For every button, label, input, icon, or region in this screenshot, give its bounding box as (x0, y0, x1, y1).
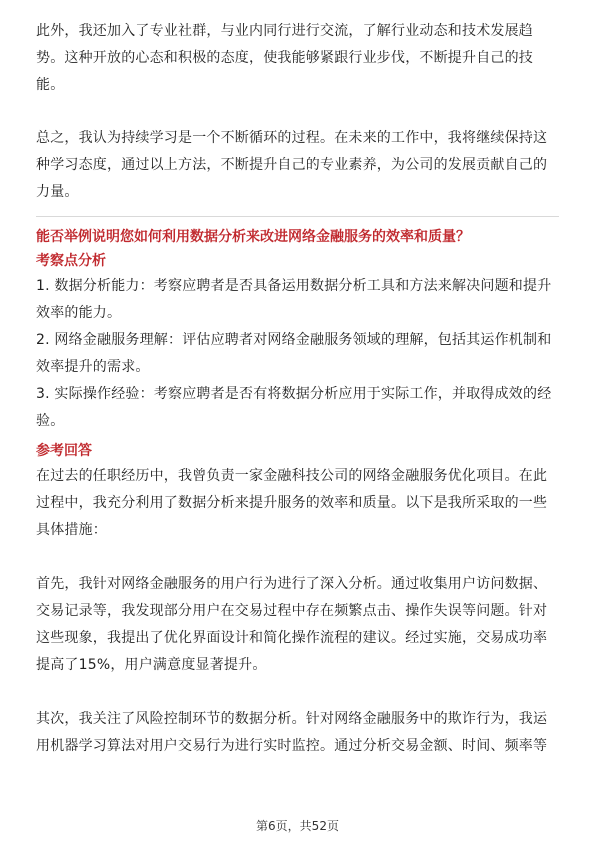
analysis-item-2: 2. 网络金融服务理解：评估应聘者对网络金融服务领域的理解，包括其运作机制和效率提升的需求。 (36, 332, 552, 375)
analysis-item-3: 3. 实际操作经验：考察应聘者是否有将数据分析应用于实际工作，并取得成效的经验。 (36, 386, 552, 429)
intro-paragraph-2: 总之，我认为持续学习是一个不断循环的过程。在未来的工作中，我将继续保持这种学习态度，通过以上方法，不断提升自己的专业素养，为公司的发展贡献自己的力量。 (36, 130, 548, 200)
reference-paragraph-2: 首先，我针对网络金融服务的用户行为进行了深入分析。通过收集用户访问数据、交易记录等，我发现部分用户在交易过程中存在频繁点击、操作失误等问题。针对这些现象，我提出了优化界面设计和简化操作流程的建议。经过实施，交易成功率提高了15%，用户满意度显著提升。 (36, 576, 548, 673)
question-heading: 能否举例说明您如何利用数据分析来改进网络金融服务的效率和质量？ (36, 229, 470, 245)
page-number-footer: 第6页，共52页 (256, 819, 339, 833)
reference-paragraph-3: 其次，我关注了风险控制环节的数据分析。针对网络金融服务中的欺诈行为，我运用机器学习算法对用户交易行为进行实时监控。通过分析交易金额、时间、频率等 (36, 711, 548, 754)
analysis-item-1: 1. 数据分析能力：考察应聘者是否具备运用数据分析工具和方法来解决问题和提升效率的能力。 (36, 278, 552, 321)
intro-paragraph-1: 此外，我还加入了专业社群，与业内同行进行交流，了解行业动态和技术发展趋势。这种开放的心态和积极的态度，使我能够紧跟行业步伐，不断提升自己的技能。 (36, 23, 533, 93)
section-divider (36, 216, 559, 217)
document-page (36, 18, 559, 760)
reference-paragraph-1: 在过去的任职经历中，我曾负责一家金融科技公司的网络金融服务优化项目。在此过程中，我充分利用了数据分析来提升服务的效率和质量。以下是我所采取的一些具体措施： (36, 468, 548, 538)
reference-heading: 参考回答 (36, 443, 92, 459)
analysis-heading: 考察点分析 (36, 253, 106, 269)
